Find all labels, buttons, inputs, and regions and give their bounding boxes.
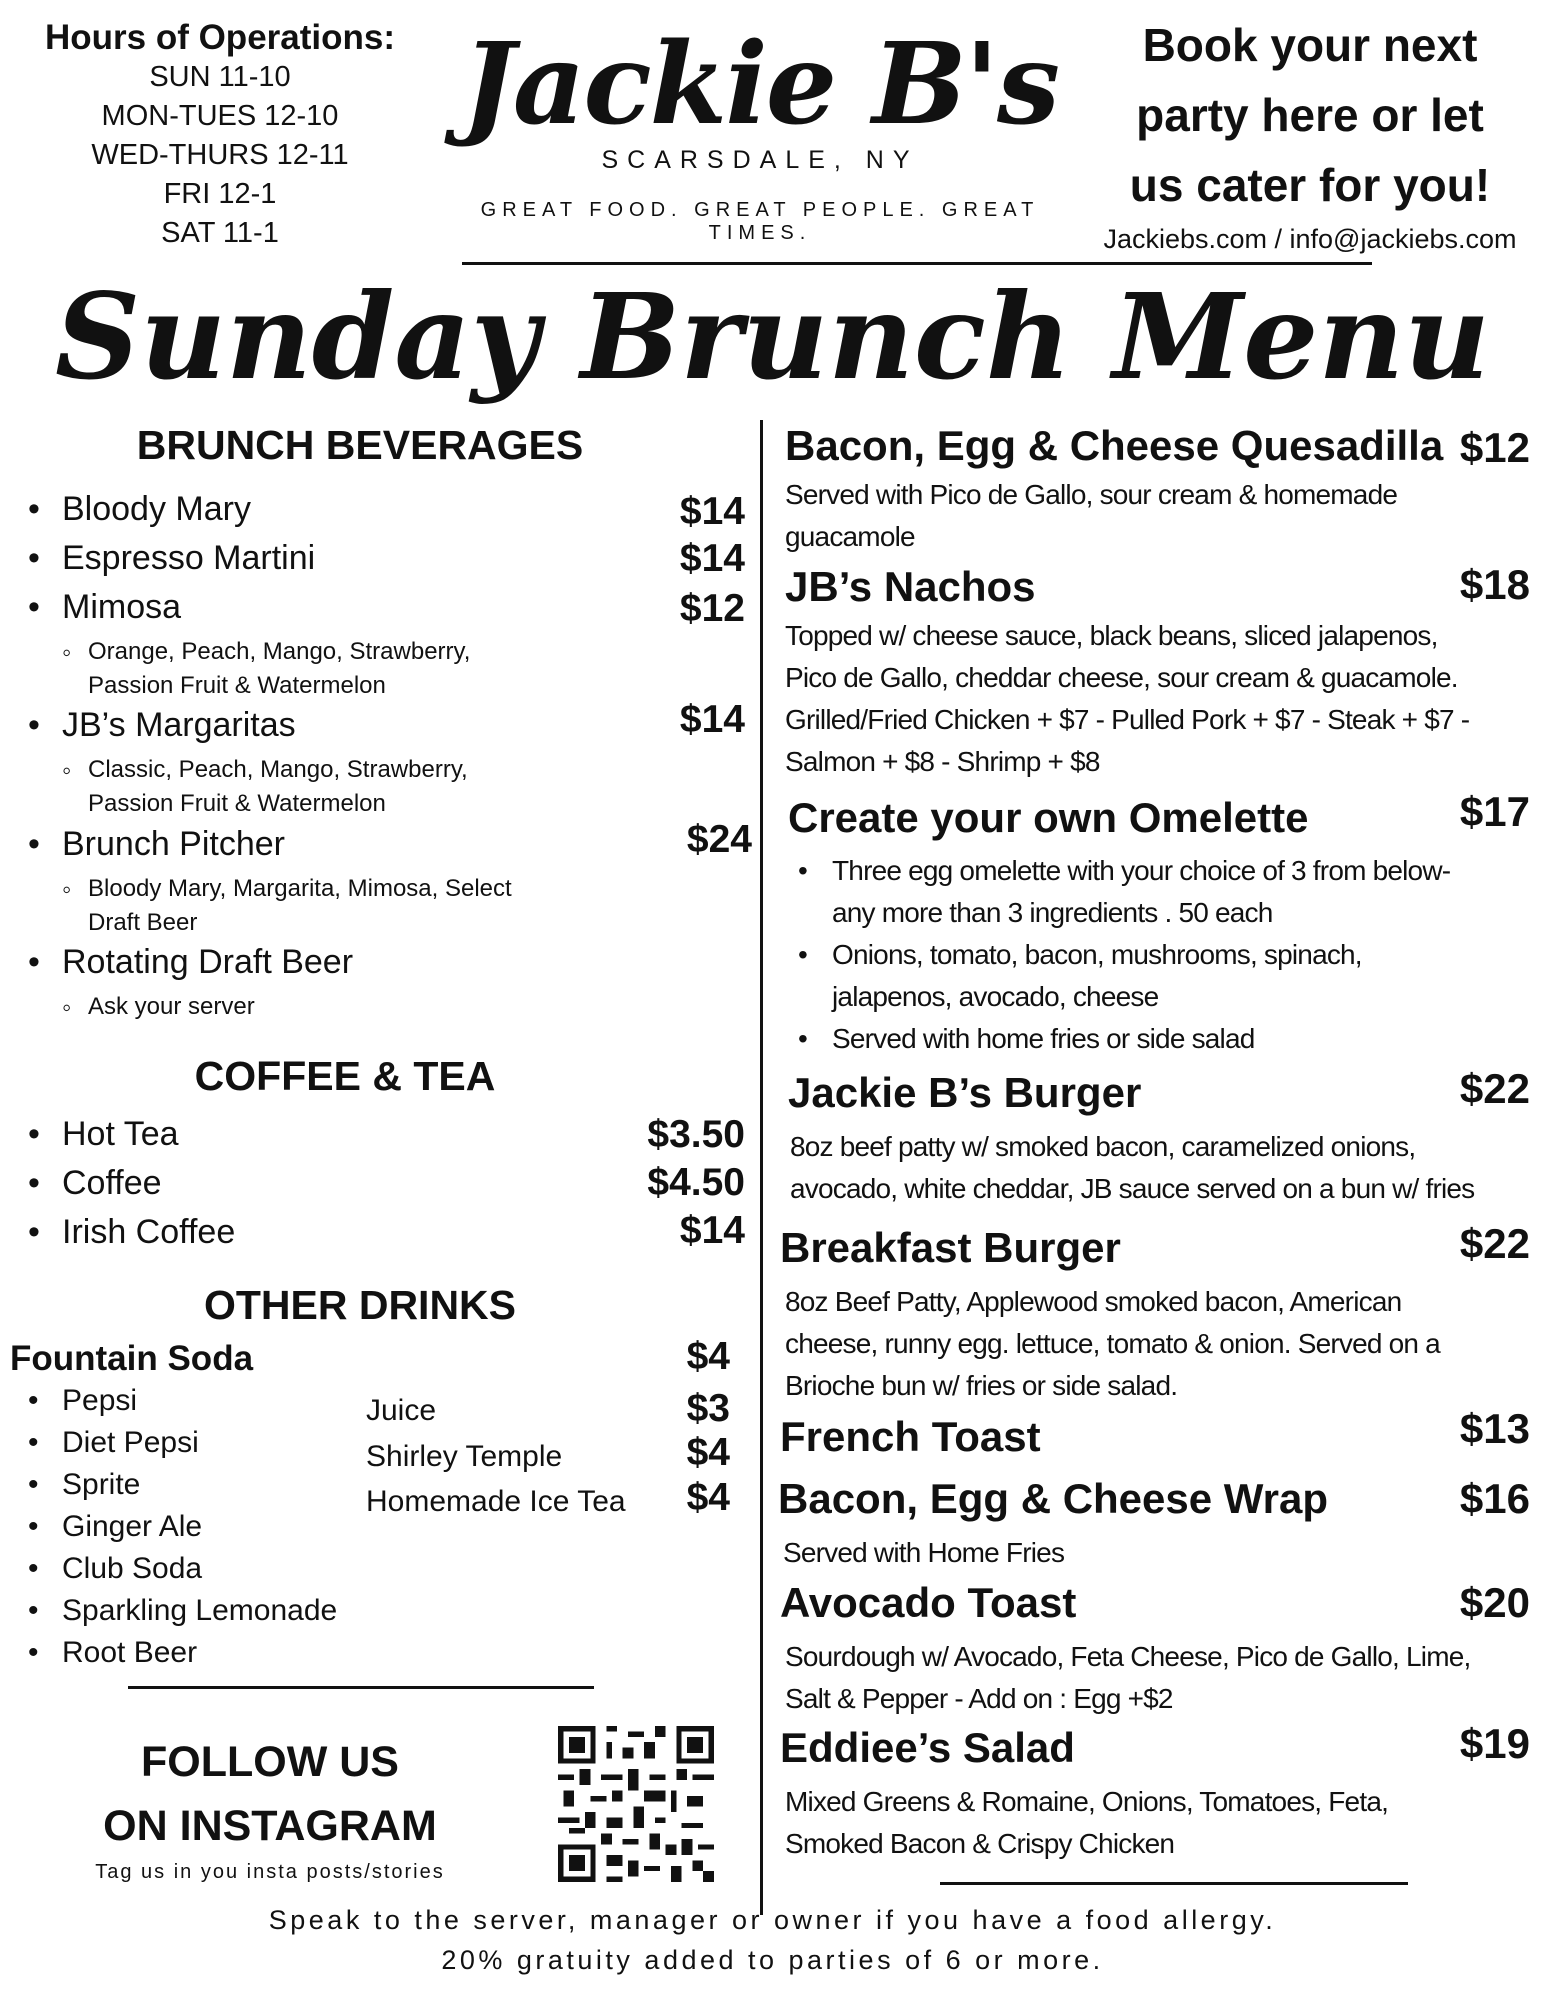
description-line: 8oz beef patty w/ smoked bacon, caramelized onions,	[790, 1131, 1416, 1162]
menu-item-name: • Irish Coffee	[62, 1213, 235, 1252]
hours-line: FRI 12-1	[163, 178, 277, 210]
hours-line: WED-THURS 12-11	[91, 139, 349, 171]
description-line: guacamole	[785, 521, 915, 552]
description-line: 8oz Beef Patty, Applewood smoked bacon, American	[785, 1286, 1402, 1317]
logo-name: Jackie B's	[461, 19, 1059, 150]
menu-item-options	[88, 872, 512, 940]
dish-price: $13	[1459, 1405, 1530, 1452]
instagram-line: ON INSTAGRAM	[103, 1802, 437, 1850]
extra-drink-name: Juice	[366, 1394, 437, 1427]
section-divider	[128, 1686, 594, 1689]
description-line: any more than 3 ingredients . 50 each	[832, 897, 1273, 928]
extra-drink-price: $3	[686, 1387, 730, 1430]
options-line: Passion Fruit & Watermelon	[88, 672, 386, 699]
menu-item-name: • Hot Tea	[62, 1115, 179, 1154]
description-line: cheese, runny egg. lettuce, tomato & onion. Served on a	[785, 1328, 1440, 1359]
hours-line: MON-TUES 12-10	[101, 100, 339, 132]
dish-description	[785, 474, 1495, 558]
other-drinks-heading: OTHER DRINKS	[203, 1282, 517, 1328]
dish-description	[785, 615, 1495, 783]
menu-item-price: $4.50	[647, 1161, 745, 1204]
description-line: Salmon + $8 - Shrimp + $8	[785, 746, 1100, 777]
dish-name: Avocado Toast	[780, 1579, 1077, 1626]
menu-item-name: • Espresso Martini	[62, 539, 315, 578]
allergy-notice: Speak to the server, manager or owner if you have a food allergy.	[268, 1905, 1277, 1935]
menu-item-name: • Bloody Mary	[62, 490, 251, 529]
description-line: Grilled/Fried Chicken + $7 - Pulled Pork + $7 - Steak + $7 -	[785, 704, 1470, 735]
dish-price: $20	[1459, 1579, 1530, 1626]
menu-item-price: $14	[679, 698, 745, 741]
menu-item-name: • Mimosa	[62, 588, 181, 627]
brunch-beverages-heading: BRUNCH BEVERAGES	[136, 422, 584, 468]
column-divider	[760, 420, 763, 1915]
extra-drink-price: $4	[686, 1431, 730, 1474]
dish-description	[785, 1636, 1495, 1720]
hours-title: Hours of Operations:	[44, 18, 396, 57]
menu-item-price: $3.50	[647, 1113, 745, 1156]
description-line: Sourdough w/ Avocado, Feta Cheese, Pico de Gallo, Lime,	[785, 1641, 1471, 1672]
menu-item-name: • Brunch Pitcher	[62, 825, 285, 864]
dish-name: French Toast	[780, 1413, 1041, 1460]
dish-price: $22	[1459, 1065, 1530, 1112]
options-line: ◦ Bloody Mary, Margarita, Mimosa, Select	[88, 875, 512, 902]
dish-name: Eddiee’s Salad	[780, 1724, 1075, 1771]
menu-item-options	[88, 990, 255, 1024]
dish-price: $17	[1459, 788, 1530, 835]
description-line: Smoked Bacon & Crispy Chicken	[785, 1828, 1175, 1859]
extra-drink-price: $4	[686, 1476, 730, 1519]
menu-item-price: $12	[679, 587, 745, 630]
menu-item-options	[88, 753, 468, 821]
dish-description	[783, 1532, 1493, 1574]
dish-price: $16	[1459, 1475, 1530, 1522]
dish-price: $12	[1459, 424, 1530, 471]
dish-price: $19	[1459, 1720, 1530, 1767]
section-divider	[940, 1882, 1408, 1885]
description-line: jalapenos, avocado, cheese	[832, 981, 1159, 1012]
booking-line: party here or let	[1136, 89, 1484, 141]
coffee-tea-heading: COFFEE & TEA	[194, 1053, 496, 1099]
list-item: • Sprite	[62, 1464, 337, 1506]
dish-price: $22	[1459, 1220, 1530, 1267]
dish-name: Jackie B’s Burger	[788, 1069, 1142, 1116]
gratuity-notice: 20% gratuity added to parties of 6 or more.	[441, 1945, 1104, 1975]
dish-price: $18	[1459, 561, 1530, 608]
options-line: Passion Fruit & Watermelon	[88, 790, 386, 817]
dish-name: Breakfast Burger	[780, 1224, 1121, 1271]
extra-drink-name: Homemade Ice Tea	[366, 1485, 626, 1518]
options-line: ◦ Orange, Peach, Mango, Strawberry,	[88, 638, 471, 665]
hours-line: SAT 11-1	[161, 217, 279, 249]
options-line: ◦ Classic, Peach, Mango, Strawberry,	[88, 756, 468, 783]
dish-description	[785, 1281, 1495, 1407]
description-line: Served with Home Fries	[783, 1537, 1065, 1568]
options-line: Draft Beer	[88, 909, 198, 936]
list-item: • Pepsi	[62, 1380, 337, 1422]
description-line: • Onions, tomato, bacon, mushrooms, spinach,	[832, 934, 1494, 976]
instagram-line: FOLLOW US	[141, 1738, 399, 1786]
list-item: • Sparkling Lemonade	[62, 1590, 337, 1632]
menu-item-name: • JB’s Margaritas	[62, 706, 296, 745]
hours-of-operation	[10, 18, 430, 253]
menu-title: Sunday Brunch Menu	[55, 267, 1490, 406]
list-item: • Ginger Ale	[62, 1506, 337, 1548]
dish-description	[785, 1781, 1495, 1865]
booking-line: us cater for you!	[1129, 159, 1491, 211]
fountain-soda-list	[62, 1380, 337, 1674]
booking-line: Book your next	[1142, 19, 1478, 71]
dish-description	[790, 1126, 1495, 1210]
logo-tagline: GREAT FOOD. GREAT PEOPLE. GREAT TIMES.	[480, 199, 1040, 244]
hours-line: SUN 11-10	[149, 61, 291, 93]
description-line: Brioche bun w/ fries or side salad.	[785, 1370, 1178, 1401]
description-line: Salt & Pepper - Add on : Egg +$2	[785, 1683, 1173, 1714]
description-line: • Three egg omelette with your choice of 3 from below-	[832, 850, 1494, 892]
menu-item-options	[88, 635, 470, 703]
menu-item-price: $14	[679, 490, 745, 533]
list-item: • Club Soda	[62, 1548, 337, 1590]
menu-item-price: $24	[686, 818, 752, 861]
dish-description	[832, 850, 1494, 1060]
booking-promo	[1085, 10, 1535, 255]
menu-item-name: • Coffee	[62, 1164, 162, 1203]
dish-name: Create your own Omelette	[788, 794, 1309, 841]
logo-location: SCARSDALE, NY	[601, 146, 919, 174]
list-item: • Root Beer	[62, 1632, 337, 1674]
description-line: Topped w/ cheese sauce, black beans, sliced jalapenos,	[785, 620, 1438, 651]
booking-contact[interactable]: Jackiebs.com / info@jackiebs.com	[1103, 224, 1517, 254]
description-line: • Served with home fries or side salad	[832, 1018, 1494, 1060]
menu-item-name: • Rotating Draft Beer	[62, 943, 353, 982]
instagram-promo	[60, 1730, 480, 1886]
dish-name: Bacon, Egg & Cheese Wrap	[778, 1475, 1329, 1522]
dish-name: Bacon, Egg & Cheese Quesadilla	[785, 422, 1444, 469]
fountain-soda-label: Fountain Soda	[10, 1339, 254, 1378]
extra-drink-name: Shirley Temple	[366, 1440, 563, 1473]
fountain-soda-price: $4	[686, 1335, 730, 1378]
instagram-tagline: Tag us in you insta posts/stories	[95, 1861, 445, 1883]
instagram-qr-code-icon[interactable]	[558, 1726, 714, 1882]
options-line: ◦ Ask your server	[88, 993, 255, 1020]
menu-item-price: $14	[679, 1209, 745, 1252]
restaurant-logo	[440, 10, 1080, 250]
list-item: • Diet Pepsi	[62, 1422, 337, 1464]
description-line: avocado, white cheddar, JB sauce served on a bun w/ fries	[790, 1173, 1475, 1204]
description-line: Mixed Greens & Romaine, Onions, Tomatoes, Feta,	[785, 1786, 1389, 1817]
description-line: Pico de Gallo, cheddar cheese, sour cream & guacamole.	[785, 662, 1458, 693]
menu-item-price: $14	[679, 537, 745, 580]
dish-name: JB’s Nachos	[785, 563, 1036, 610]
description-line: Served with Pico de Gallo, sour cream & homemade	[785, 479, 1398, 510]
